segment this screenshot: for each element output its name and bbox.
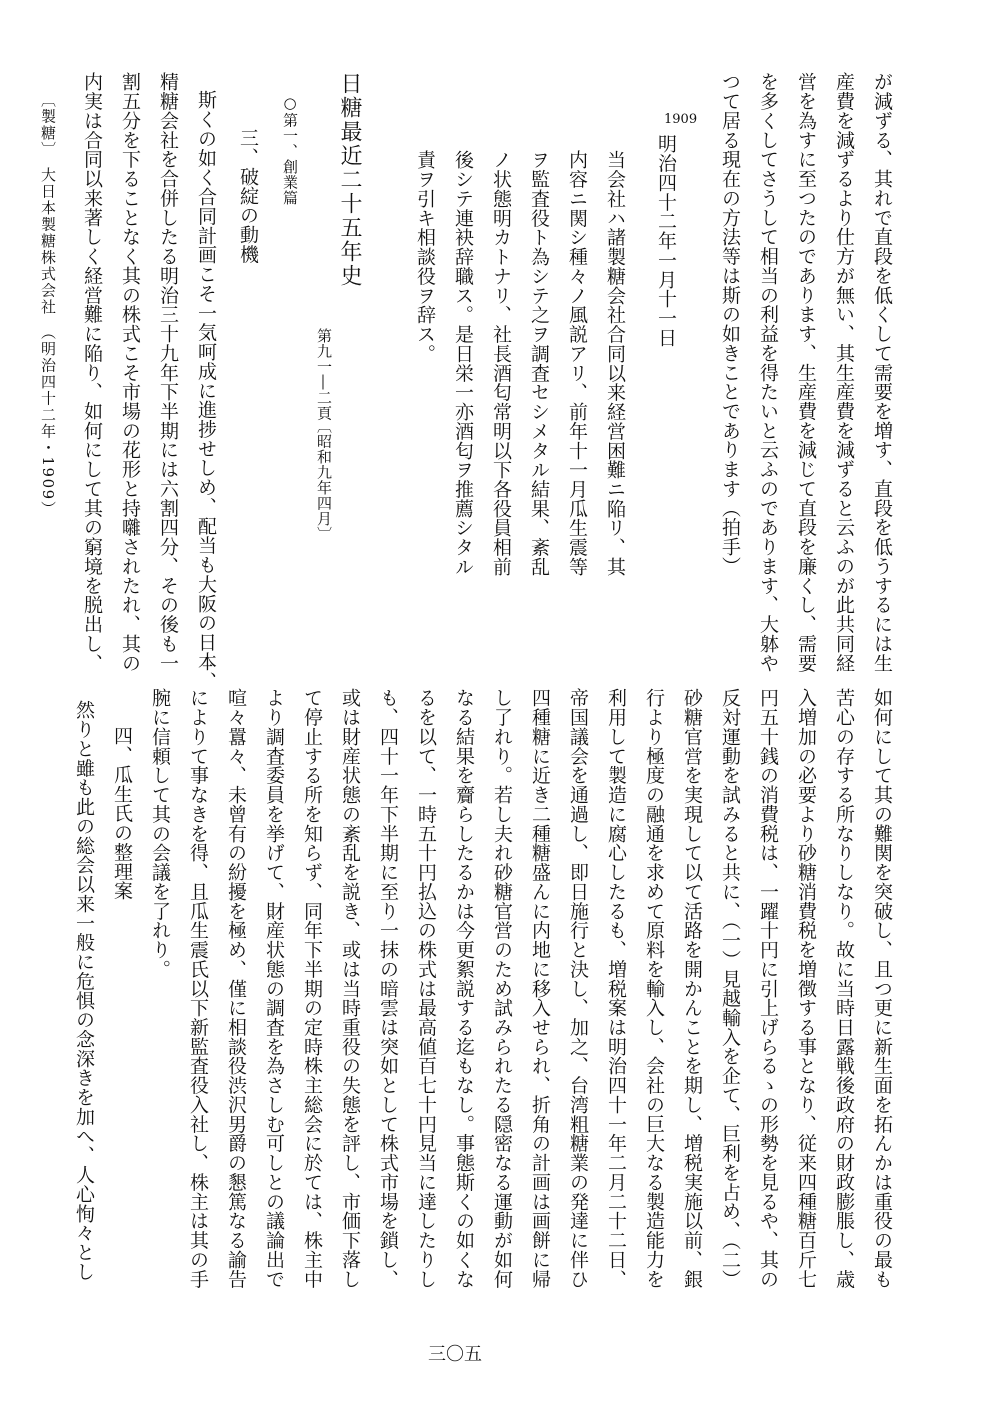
text-line: 行より極度の融通を求めて原料を輸入し、会社の巨大なる製造能力を bbox=[643, 688, 665, 1289]
text-line: し了れり。若し夫れ砂糖官営のため試みられたる隠密なる運動が如何 bbox=[491, 688, 513, 1289]
text-line: 砂糖官営を実現して以て活路を開かんことを期し、増税実施以前、銀 bbox=[681, 688, 703, 1289]
running-header: 〔製糖〕 大日本製糖株式会社 （明治四十二年・1909） bbox=[39, 92, 57, 518]
text-line: が減ずる、其れで直段を低くして需要を増す、直段を低うするには生 bbox=[871, 72, 893, 673]
text-line: 然りと雖も此の総会以来一般に危惧の念深きを加へ、人心恂々とし bbox=[73, 700, 95, 1282]
subsection-heading: 三、破綻の動機 bbox=[237, 128, 259, 264]
entry-line: 後シテ連袂辞職ス。是日栄一亦酒匂ヲ推薦シタル bbox=[452, 150, 474, 577]
year-note: 1909 bbox=[664, 112, 698, 127]
text-line: より調査委員を挙げて、財産状態の調査を為さしむ可しとの議論出で bbox=[263, 688, 285, 1289]
text-line: 反対運動を試みると共に、（一）見越輸入を企て、巨利を占め、（二） bbox=[719, 688, 741, 1289]
date-heading: 明治四十二年一月十一日 bbox=[655, 134, 677, 348]
text-line: 利用して製造に腐心したるも、増税案は明治四十一年二月二十二日、 bbox=[605, 688, 627, 1289]
entry-line: 当会社ハ諸製糖会社合同以来経営困難ニ陥リ、其 bbox=[604, 150, 626, 577]
text-line: て停止する所を知らず、同年下半期の定時株主総会に於ては、株主中 bbox=[301, 688, 323, 1289]
text-line: 或は財産状態の紊乱を説き、或は当時重役の失態を評し、市価下落し bbox=[339, 688, 361, 1289]
text-line: 喧々囂々、未曾有の紛擾を極め、僅に相談役渋沢男爵の懇篤なる諭告 bbox=[225, 688, 247, 1289]
text-line: 入増加の必要より砂糖消費税を増徴する事となり、従来四種糖百斤七 bbox=[795, 688, 817, 1289]
text-line: るを以て、一時五十円払込の株式は最高値百七十円見当に達したりし bbox=[415, 688, 437, 1289]
text-line: つて居る現在の方法等は斯の如きことであります（拍手） bbox=[719, 72, 741, 576]
text-line: 帝国議会を通過し、即日施行と決し、加之、台湾粗糖業の発達に伴ひ bbox=[567, 688, 589, 1289]
source-title: 日糖最近二十五年史 bbox=[337, 72, 362, 288]
text-line: 四種糖に近き二種糖盛んに内地に移入せられ、折角の計画は画餅に帰 bbox=[529, 688, 551, 1289]
text-line: によりて事なきを得、且瓜生震氏以下新監査役入社し、株主は其の手 bbox=[187, 688, 209, 1289]
entry-line: 責ヲ引キ相談役ヲ辞ス。 bbox=[414, 150, 436, 364]
text-line: 苦心の存する所なりしなり。故に当時日露戦後政府の財政膨脹し、歳 bbox=[833, 688, 855, 1289]
body-line: 精糖会社を合併したる明治三十九年下半期には六割四分、その後も一 bbox=[157, 72, 179, 673]
entry-line: ノ状態明カトナリ、社長酒匂常明以下各役員相前 bbox=[490, 150, 512, 577]
subsection-heading: 四、瓜生氏の整理案 bbox=[111, 726, 133, 901]
body-line: 内実は合同以来著しく経営難に陥り、如何にして其の窮境を脱出し、 bbox=[81, 72, 103, 673]
source-pages: 第九一―二頁 bbox=[315, 328, 333, 421]
body-line: 斯くの如く合同計画こそ一気呵成に進捗せしめ、配当も大阪の日本、 bbox=[195, 90, 217, 691]
text-line: 腕に信頼して其の会議を了れり。 bbox=[149, 688, 171, 979]
text-line: も、四十一年下半期に至り一抹の暗雲は突如として株式市場を鎖し、 bbox=[377, 688, 399, 1289]
entry-line: ヲ監査役ト為シテ之ヲ調査セシメタル結果、紊乱 bbox=[528, 150, 550, 577]
text-line: 如何にして其の難関を突破し、且つ更に新生面を拓んかは重役の最も bbox=[871, 688, 893, 1289]
source-date: 〔昭和九年四月〕 bbox=[315, 418, 333, 542]
text-line: を多くしてさうして相当の利益を得たいと云ふのであります、大躰や bbox=[757, 72, 779, 673]
section-heading: ○第一、創業篇 bbox=[281, 94, 299, 206]
text-line: 円五十銭の消費税は、一躍十円に引上げらるゝの形勢を見るや、其の bbox=[757, 688, 779, 1289]
page-number: 三〇五 bbox=[428, 1344, 482, 1365]
text-line: 産費を減ずるより仕方が無い、其生産費を減ずると云ふのが此共同経 bbox=[833, 72, 855, 673]
text-line: なる結果を齎らしたるかは今更絮説する迄もなし。事態斯くの如くな bbox=[453, 688, 475, 1289]
body-line: 割五分を下ることなく其の株式こそ市場の花形と持囃されたれ、其の bbox=[119, 72, 141, 673]
entry-line: 内容ニ関シ種々ノ風説アリ、前年十一月瓜生震等 bbox=[566, 150, 588, 577]
text-line: 営を為すに至つたのであります、生産費を減じて直段を廉くし、需要 bbox=[795, 72, 817, 673]
